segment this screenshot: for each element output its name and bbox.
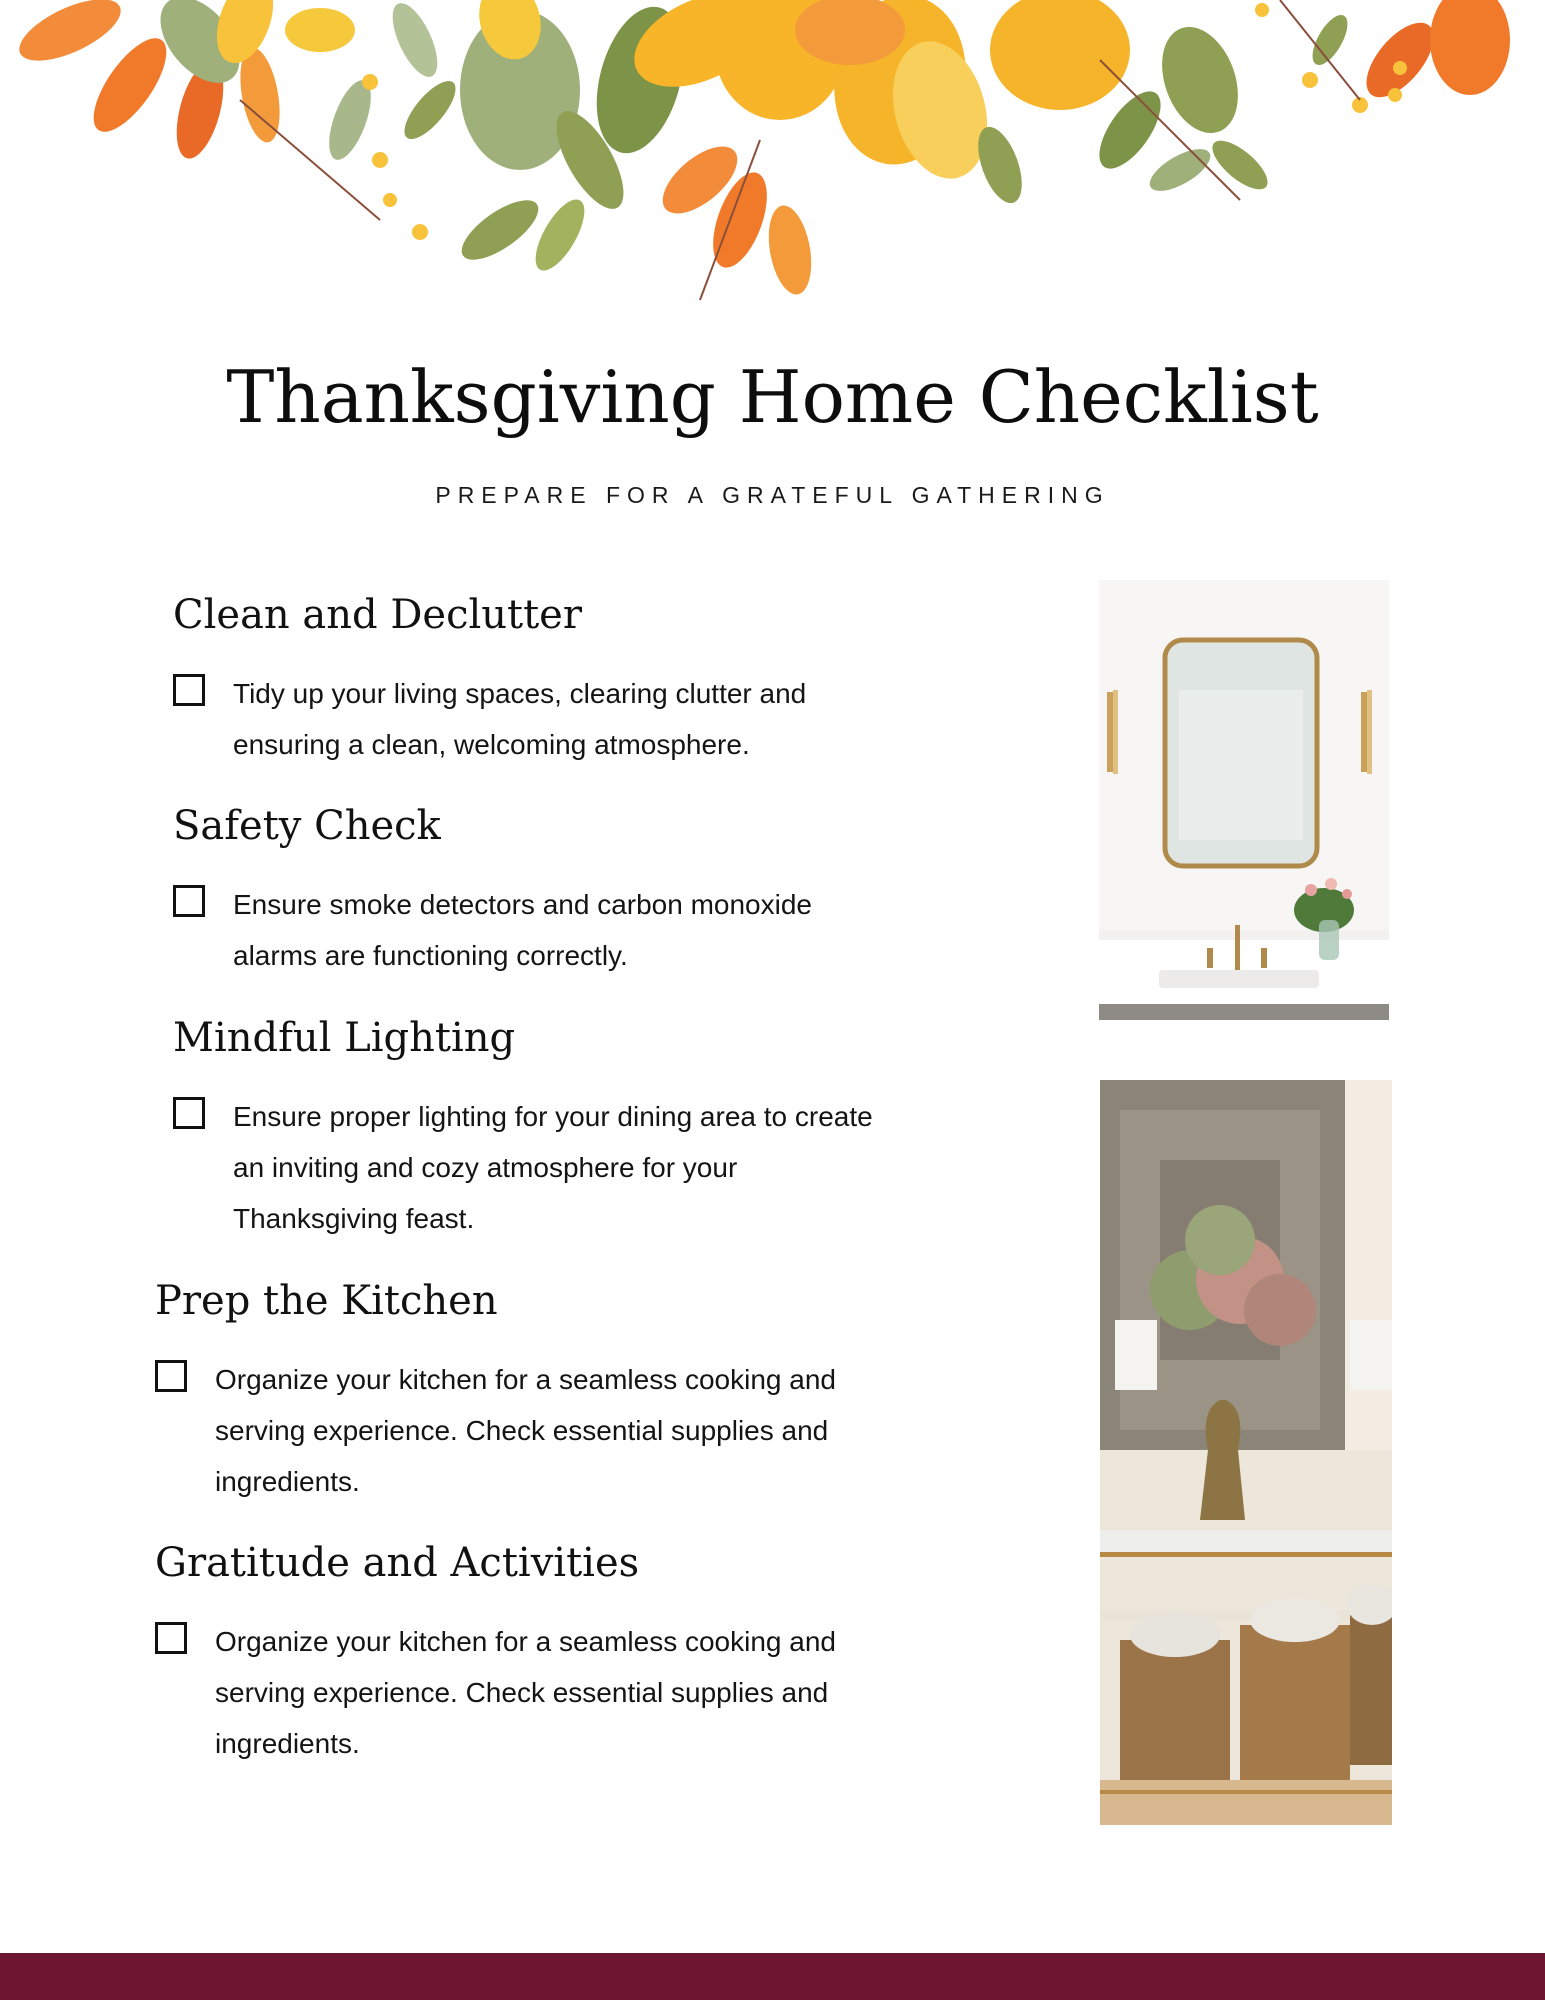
section-gratitude-activities	[155, 1540, 915, 1769]
section-heading: Gratitude and Activities	[155, 1540, 640, 1586]
section-prep-kitchen	[155, 1278, 915, 1507]
section-clean-declutter	[173, 592, 933, 770]
page-title: Thanksgiving Home Checklist	[226, 355, 1319, 439]
section-mindful-lighting	[173, 1015, 933, 1244]
section-heading: Clean and Declutter	[173, 592, 582, 638]
checklist-item	[173, 1091, 933, 1244]
footer-bar	[0, 1953, 1545, 2000]
page-subtitle: PREPARE FOR A GRATEFUL GATHERING	[435, 482, 1110, 508]
autumn-leaves-illustration	[0, 0, 1545, 330]
checkbox[interactable]	[173, 674, 205, 706]
checklist-item	[155, 1616, 915, 1769]
checklist-item-text: Ensure smoke detectors and carbon monoxide alarms are functioning correctly.	[233, 889, 812, 971]
checklist-item-text: Organize your kitchen for a seamless cooking and serving experience. Check essential supplies and ingredients.	[215, 1626, 836, 1759]
checkbox[interactable]	[173, 885, 205, 917]
checklist-item	[173, 668, 933, 770]
checkbox[interactable]	[155, 1360, 187, 1392]
checklist-item-text: Organize your kitchen for a seamless cooking and serving experience. Check essential supplies and ingredients.	[215, 1364, 836, 1497]
console-table-photo	[1100, 1080, 1392, 1825]
section-safety-check	[173, 803, 933, 981]
checklist-item	[173, 879, 933, 981]
bathroom-mirror-photo	[1099, 580, 1389, 1020]
section-heading: Mindful Lighting	[173, 1015, 516, 1061]
section-heading: Safety Check	[173, 803, 441, 849]
checklist-item	[155, 1354, 915, 1507]
checklist-item-text: Ensure proper lighting for your dining area to create an inviting and cozy atmosphere for your Thanksgiving feast.	[233, 1101, 873, 1234]
section-heading: Prep the Kitchen	[155, 1278, 498, 1324]
checkbox[interactable]	[173, 1097, 205, 1129]
checkbox[interactable]	[155, 1622, 187, 1654]
checklist-item-text: Tidy up your living spaces, clearing clutter and ensuring a clean, welcoming atmosphere.	[233, 678, 807, 760]
